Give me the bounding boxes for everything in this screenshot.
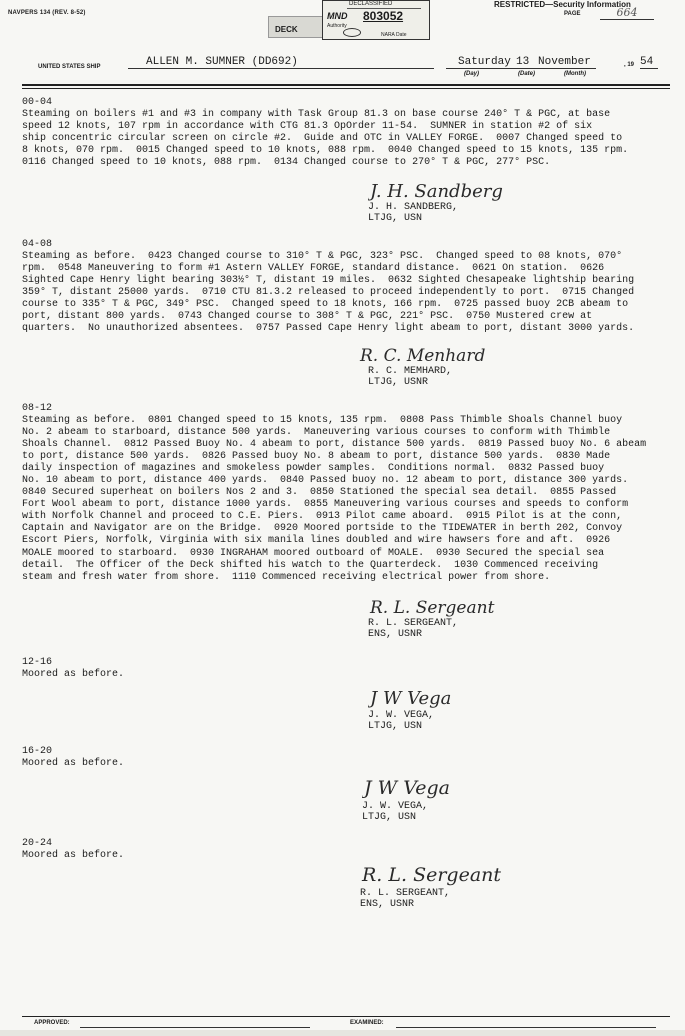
form-number: NAVPERS 134 (REV. 8-52) [8,10,86,16]
watch-title: 04-08 [22,239,53,250]
signature-text: R. L. Sergeant [370,598,495,618]
header-rule-thin [22,88,670,89]
signature-text: J. H. Sandberg [370,181,503,202]
handwritten-signature [368,596,528,618]
approved-signature-line [80,1027,310,1028]
signature-block-04-08 [358,344,508,388]
signature-text: J W Vega [364,777,450,799]
watch-title: 20-24 [22,838,53,849]
signer-rank: LTJG, USN [362,812,417,823]
signature-text: J W Vega [370,688,452,709]
examined-label: EXAMINED: [350,1020,384,1026]
signer-name: R. L. SERGEANT, [360,888,451,899]
examined-signature-line [396,1027,656,1028]
watch-body: Steaming as before. 0423 Changed course to 310° T & PGC, 323° PSC. Changed speed to 08 knots, 070° rpm. 0548 Maneuvering to form #1 Astern VALLEY FORGE, standard distance. 0621 On station. 0626 Sighted Cape Henry light bearing 303½° T, distant 19 miles. 0632 Sighted Chesapeake lightship bearing 359° T, distant 25000 yards. 0710 CTU 81.3.2 released to proceed independently to port. 0715 Changed course to 335° T & PGC, 349° PSC. Changed speed to 18 knots, 166 rpm. 0725 passed buoy 2CB abeam to port, distant 800 yards. 0743 Changed course to 308° T & PGC, 221° PSC. 0750 Mustered crew at quarters. No unauthorized absentees. 0757 Passed Cape Henry light abeam to port, distant 3000 yards. [22,251,635,335]
watch-body: Steaming on boilers #1 and #3 in company with Task Group 81.3 on base course 240° T & PGC, at base speed 12 knots, 107 rpm in accordance with CTG 81.3 OpOrder 11-54. SUMNER in station #2 of six ship concentric circular screen on circle #2. Guide and OTC in VALLEY FORGE. 0007 Changed speed to 8 knots, 070 rpm. 0015 Changed speed to 10 knots, 088 rpm. 0040 Changed speed to 15 knots, 135 rpm. 0116 Changed speed to 10 knots, 088 rpm. 0134 Changed course to 270° T & PGC, 277° PSC. [22,109,629,169]
page-label: PAGE [564,11,581,17]
month-caption: (Month) [564,71,586,77]
watch-entry-08-12 [22,403,682,584]
signature-text: R. L. Sergeant [362,864,502,886]
ship-info-row [0,56,685,84]
page-number: 664 [600,6,654,20]
deck-tab: DECK [268,16,324,38]
signer-rank: ENS, USNR [368,629,423,640]
header-rule [22,84,670,86]
signature-block-12-16 [368,684,488,732]
watch-entry-16-20 [22,746,682,770]
signer-name: J. W. VEGA, [368,710,435,721]
watch-body: Moored as before. [22,758,125,769]
declassification-stamp [322,0,430,40]
date-block [446,56,596,78]
date-caption: (Date) [518,71,536,77]
signer-name: J. W. VEGA, [362,801,429,812]
stamp-initials-circle [343,28,361,37]
signer-rank: LTJG, USN [368,213,423,224]
watch-title: 16-20 [22,746,53,757]
footer-rule [22,1016,670,1017]
ship-label: UNITED STATES SHIP [38,64,101,70]
handwritten-signature [368,178,518,202]
watch-entry-20-24 [22,838,682,862]
signature-block-16-20 [362,773,482,823]
watch-title: 08-12 [22,403,53,414]
watch-body: Steaming as before. 0801 Changed speed to 15 knots, 135 rpm. 0808 Pass Thimble Shoals Channel buoy No. 2 abeam to starboard, distance 500 yards. Maneuvering various courses to conform with Thimble Shoals Channel. 0812 Passed Buoy No. 4 abeam to port, distance 500 yards. 0819 Passed buoy No. 6 abeam to port, distance 500 yards. 0826 Passed buoy No. 8 abeam to port, distance 500 yards. 0830 Made daily inspection of magazines and smokeless powder samples. Conditions normal. 0832 Passed buoy No. 10 abeam to port, distance 400 yards. 0840 Passed buoy no. 12 abeam to port, distance 300 yards. 0840 Secured superheat on boilers Nos 2 and 3. 0850 Stationed the special sea detail. 0855 Passed Fort Wool abeam to port, distance 1000 yards. 0855 Maneuvering various courses and speeds to conform with Norfolk Channel and proceed to C.E. Piers. 0913 Pilot came aboard. 0915 Pilot is at the conn, Captain and Navigator are on the Bridge. 0920 Moored portside to the TIDEWATER in berth 202, Convoy Escort Piers, Norfolk, Virginia with six manila lines doubled and wire hawsers fore and aft. 0926 MOALE moored to starboard. 0930 INGRAHAM moored outboard of MOALE. 0930 Secured the special sea detail. The Officer of the Deck shifted his watch to the Quarterdeck. 1030 Commenced receiving steam and fresh water from shore. 1110 Commenced receiving electrical power from shore. [22,415,647,583]
stamp-nara: NARA Date [381,32,407,38]
signature-block-00-04 [368,178,518,224]
approved-label: APPROVED: [34,1020,70,1026]
handwritten-signature [358,344,508,366]
signature-block-08-12 [368,596,528,640]
watch-entry-12-16 [22,657,682,681]
year-prefix: , 19 [624,62,635,68]
signature-text: R. C. Menhard [360,346,486,366]
watch-body: Moored as before. [22,669,125,680]
security-classification: RESTRICTED—Security Information [494,0,631,9]
stamp-authority-prefix: MND [327,11,348,21]
ship-name: ALLEN M. SUMNER (DD692) [128,56,434,69]
watch-title: 12-16 [22,657,53,668]
watch-title: 00-04 [22,97,53,108]
date-value: 13 [516,56,530,68]
handwritten-signature [360,860,530,888]
signer-rank: LTJG, USNR [368,377,429,388]
signer-rank: LTJG, USN [368,721,423,732]
stamp-number: 803052 [363,9,404,23]
signature-block-20-24 [360,860,530,910]
day-value: Saturday [458,56,511,68]
stamp-authority-label: Authority [327,23,347,29]
day-caption: (Day) [464,71,480,77]
handwritten-signature [368,684,488,710]
signer-name: J. H. SANDBERG, [368,202,459,213]
signer-name: R. C. MEMHARD, [368,366,453,377]
signer-rank: ENS, USNR [360,899,415,910]
signer-name: R. L. SERGEANT, [368,618,459,629]
year-value: 54 [640,56,658,69]
page-bottom-edge [0,1030,685,1036]
watch-entry-00-04 [22,97,682,169]
watch-body: Moored as before. [22,850,125,861]
watch-entry-04-08 [22,239,682,335]
handwritten-signature [362,773,482,801]
stamp-declassified: DECLASSIFIED [349,1,393,7]
month-value: November [538,56,591,68]
